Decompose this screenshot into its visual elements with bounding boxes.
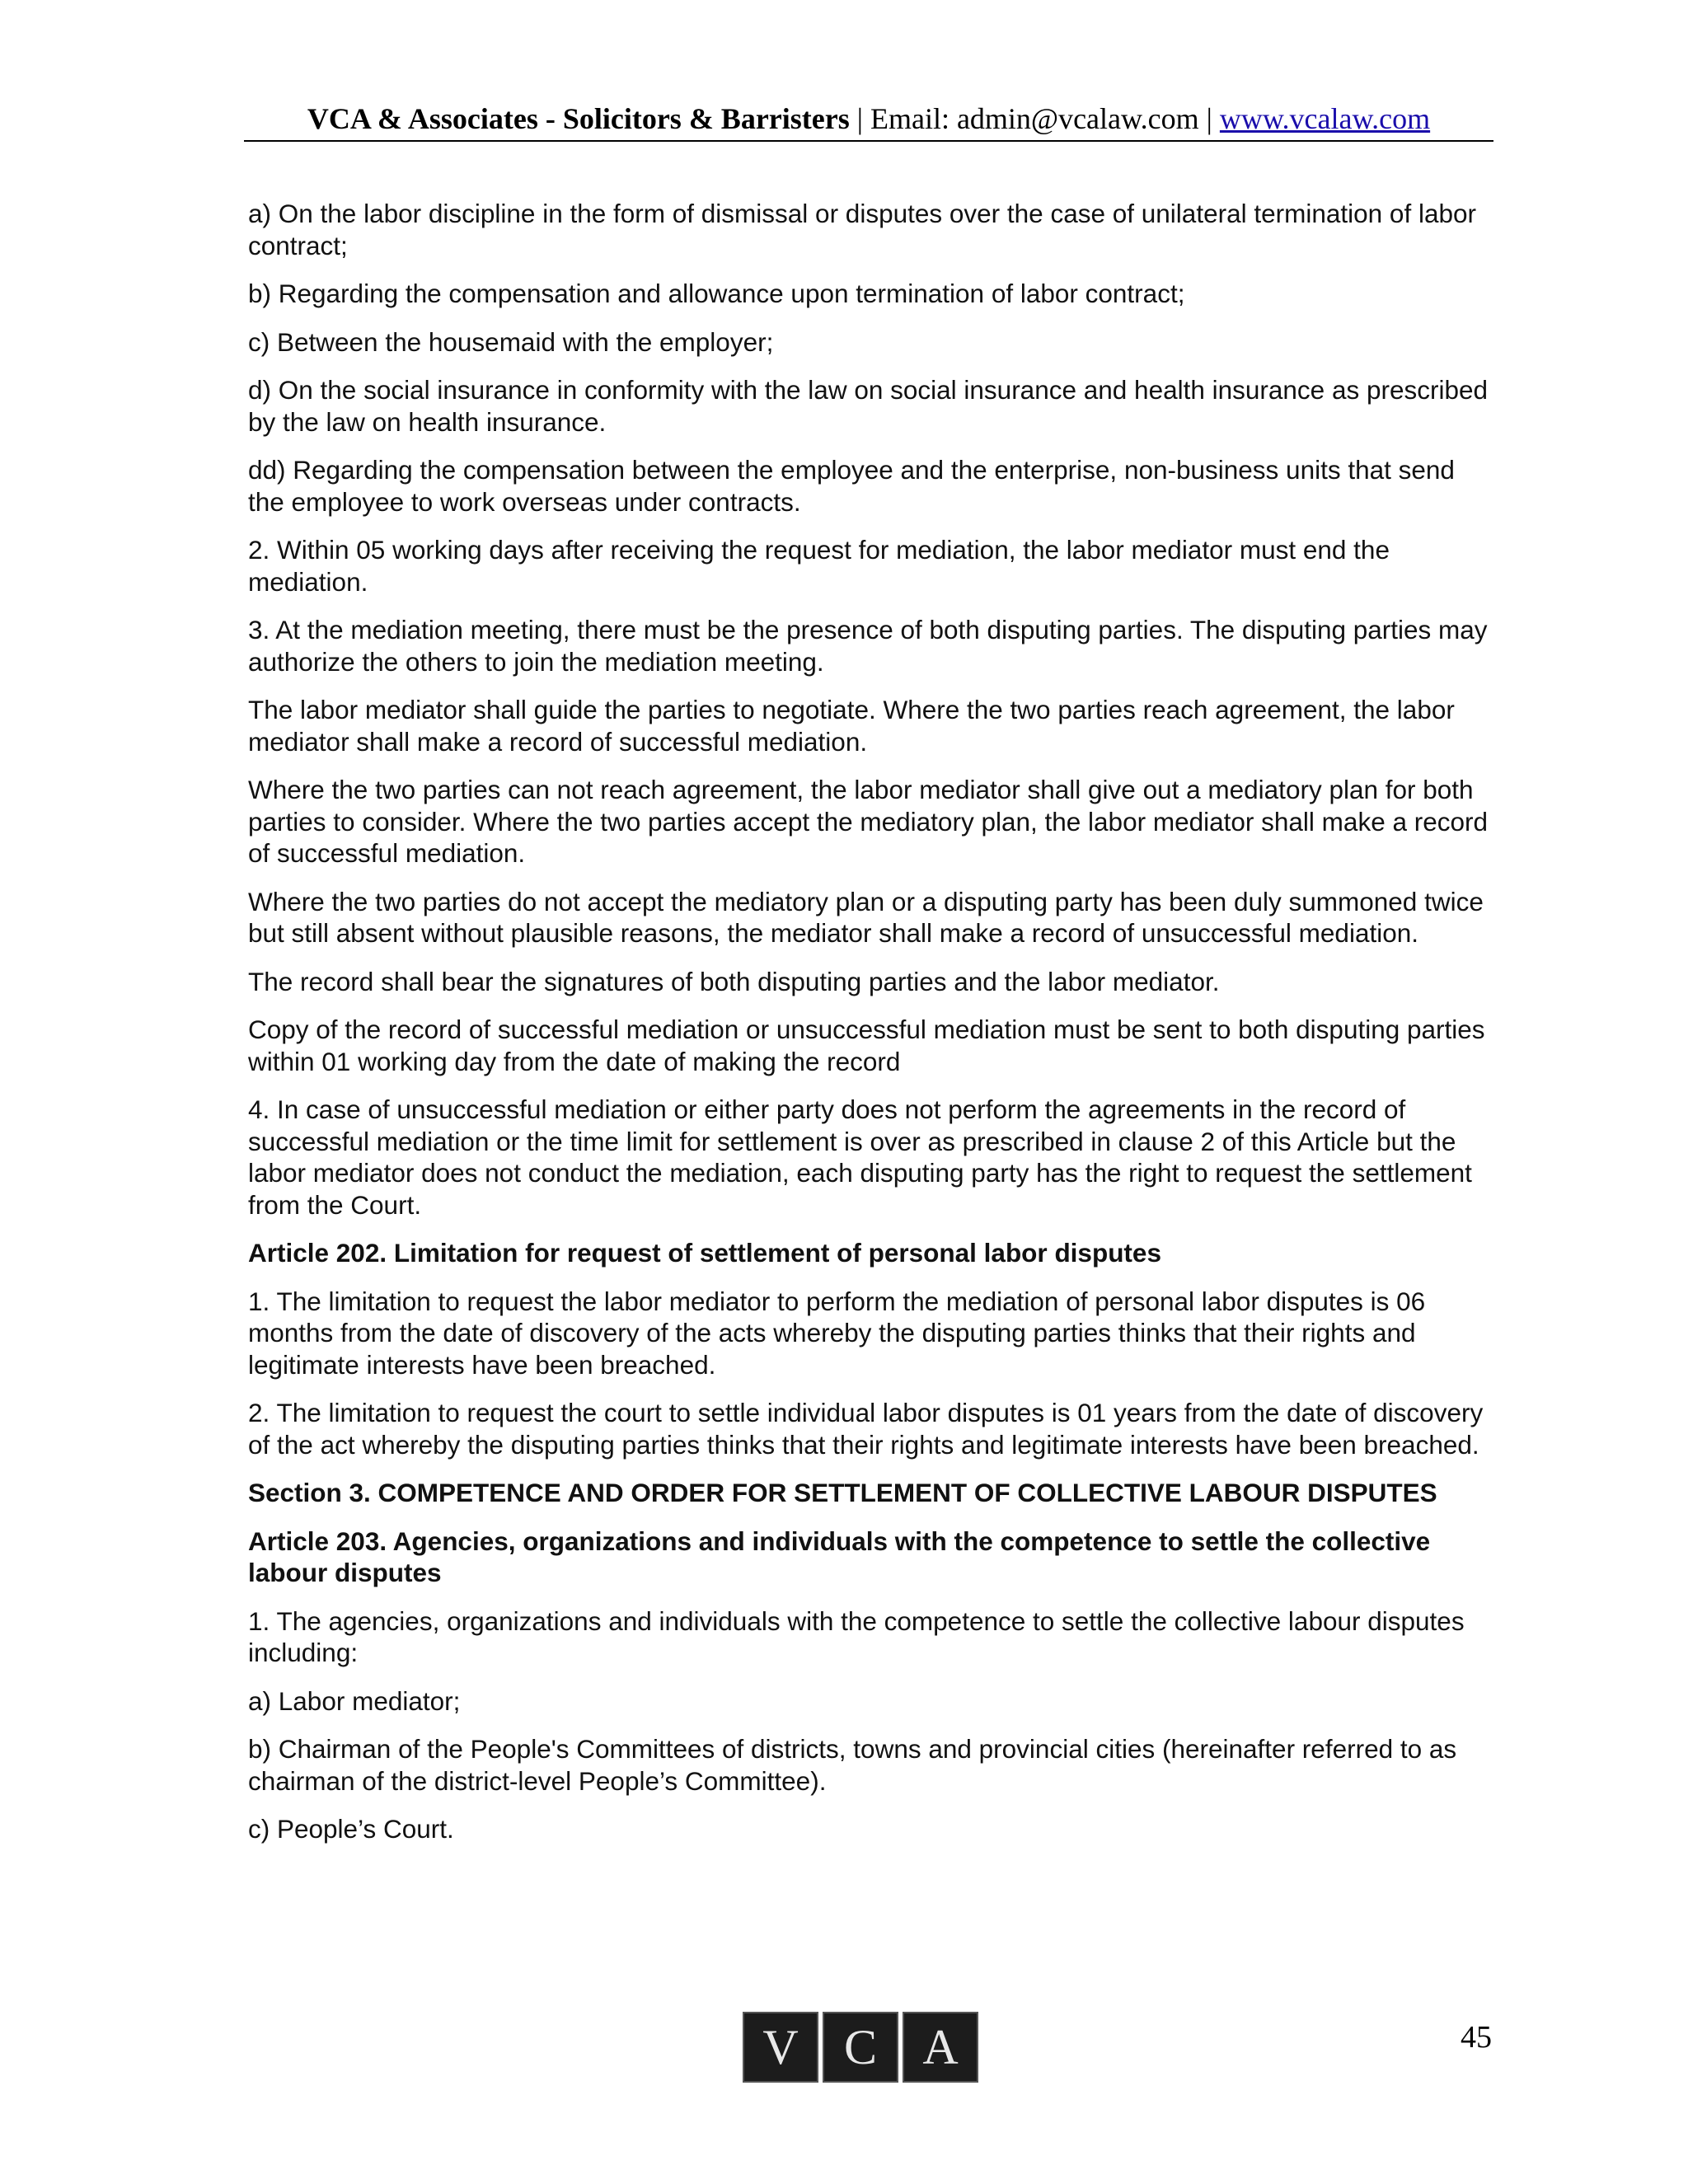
- logo-letter-v: V: [743, 2012, 818, 2083]
- paragraph: dd) Regarding the compensation between the employee and the enterprise, non-business units that send the employee to work overseas under contracts.: [248, 455, 1455, 517]
- paragraph: Where the two parties do not accept the mediatory plan or a disputing party has been duly summoned twice but still absent without plausible reasons, the mediator shall make a record of unsuccessful mediation.: [248, 886, 1484, 948]
- paragraph: c) Between the housemaid with the employer;: [248, 326, 774, 357]
- firm-name: VCA & Associates - Solicitors & Barristers: [307, 102, 850, 135]
- heading: Article 202. Limitation for request of settlement of personal labor disputes: [248, 1238, 1161, 1268]
- paragraph: b) Chairman of the People's Committees of districts, towns and provincial cities (hereinafter referred to as chairman of the district-level People’s Committee).: [248, 1734, 1457, 1796]
- paragraph: b) Regarding the compensation and allowance upon termination of labor contract;: [248, 279, 1185, 308]
- header-email: Email: admin@vcalaw.com: [870, 102, 1199, 135]
- paragraph: a) On the labor discipline in the form of dismissal or disputes over the case of unilateral termination of labor contract;: [248, 199, 1476, 260]
- paragraph: a) Labor mediator;: [248, 1685, 461, 1716]
- website-link[interactable]: www.vcalaw.com: [1219, 102, 1431, 135]
- paragraph: 4. In case of unsuccessful mediation or either party does not perform the agreements in the record of successful mediation or the time limit for settlement is over as prescribed in clause 2 of this Article but the labor mediator does not conduct the mediation, each disputing party has the right to request the settlement from the Court.: [248, 1094, 1472, 1220]
- paragraph: 2. Within 05 working days after receiving the request for mediation, the labor mediator must end the mediation.: [248, 535, 1390, 597]
- header-separator: |: [849, 102, 870, 135]
- paragraph: 1. The agencies, organizations and individuals with the competence to settle the collective labour disputes including:: [248, 1605, 1465, 1667]
- paragraph: Where the two parties can not reach agreement, the labor mediator shall give out a mediatory plan for both parties to consider. Where the two parties accept the mediatory plan, the labor mediator shall make a record of successful mediation.: [248, 775, 1489, 868]
- page-number: 45: [1461, 2020, 1492, 2055]
- paragraph: c) People’s Court.: [248, 1814, 454, 1844]
- paragraph: 2. The limitation to request the court to settle individual labor disputes is 01 years from the date of discovery of the act whereby the disputing parties thinks that their rights and legitimate interests have been breached.: [248, 1398, 1484, 1460]
- paragraph: The labor mediator shall guide the parties to negotiate. Where the two parties reach agreement, the labor mediator shall make a record of successful mediation.: [248, 695, 1455, 757]
- paragraph: d) On the social insurance in conformity with the law on social insurance and health insurance as prescribed by the law on health insurance.: [248, 375, 1489, 437]
- paragraph: 1. The limitation to request the labor mediator to perform the mediation of personal labor disputes is 06 months from the date of discovery of the acts whereby the disputing parties thinks that their rights and legitimate interests have been breached.: [248, 1286, 1426, 1380]
- vca-logo: [743, 2012, 978, 2083]
- paragraph: The record shall bear the signatures of both disputing parties and the labor mediator.: [248, 966, 1220, 996]
- document-body: [248, 198, 1497, 1862]
- heading: Section 3. COMPETENCE AND ORDER FOR SETTLEMENT OF COLLECTIVE LABOUR DISPUTES: [248, 1478, 1437, 1507]
- paragraph: 3. At the mediation meeting, there must be the presence of both disputing parties. The disputing parties may authorize the others to join the mediation meeting.: [248, 615, 1488, 677]
- header-separator: |: [1198, 102, 1220, 135]
- heading: Article 203. Agencies, organizations and individuals with the competence to settle the collective labour disputes: [248, 1526, 1431, 1587]
- page-header: [244, 97, 1493, 142]
- logo-letter-a: A: [903, 2012, 978, 2083]
- paragraph: Copy of the record of successful mediation or unsuccessful mediation must be sent to both disputing parties within 01 working day from the date of making the record: [248, 1015, 1485, 1076]
- logo-letter-c: C: [823, 2012, 898, 2083]
